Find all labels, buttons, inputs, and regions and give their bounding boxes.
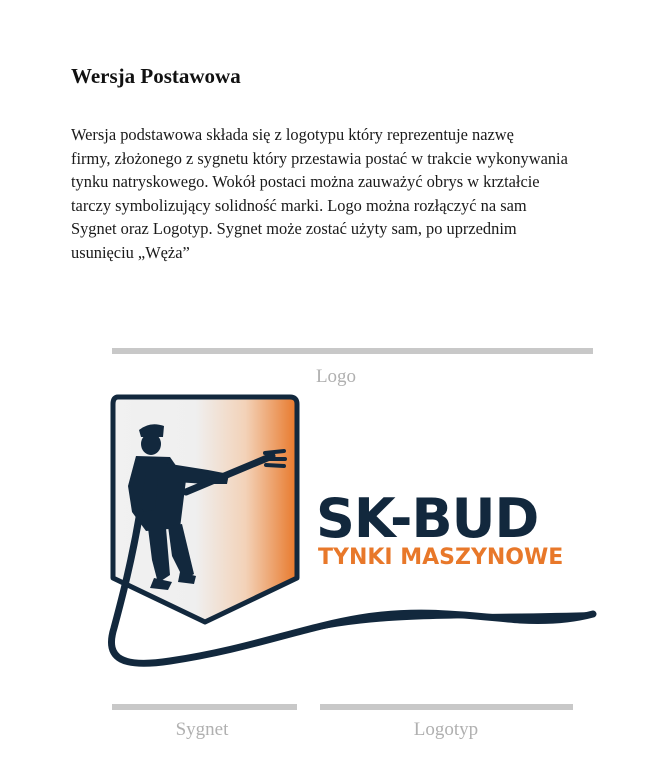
logotyp-span-bar xyxy=(320,704,573,710)
paragraph-line: tynku natryskowego. Wokół postaci można zauważyć obrys w krztałcie xyxy=(71,172,540,192)
paragraph-line: firmy, złożonego z sygnetu który przestawia postać w trakcie wykonywania xyxy=(71,148,568,168)
section-title: Wersja Postawowa xyxy=(71,64,241,88)
paragraph-line: Wersja podstawowa składa się z logotypu który reprezentuje nazwę xyxy=(71,125,514,144)
logotyp-caption: Logotyp xyxy=(413,719,479,740)
paragraph-line: tarczy symbolizujący solidność marki. Logo można rozłączyć na sam xyxy=(71,195,527,215)
paragraph-line: usunięciu „Węża” xyxy=(71,242,190,262)
brand-name: SK-BUD xyxy=(316,487,539,550)
sygnet-caption: Sygnet xyxy=(175,719,229,740)
brand-tagline: TYNKI MASZYNOWE xyxy=(318,545,564,570)
paragraph-line: Sygnet oraz Logotyp. Sygnet może zostać użyty sam, po uprzednim xyxy=(71,219,517,239)
logo-caption: Logo xyxy=(315,366,357,387)
sygnet-span-bar xyxy=(112,704,297,710)
